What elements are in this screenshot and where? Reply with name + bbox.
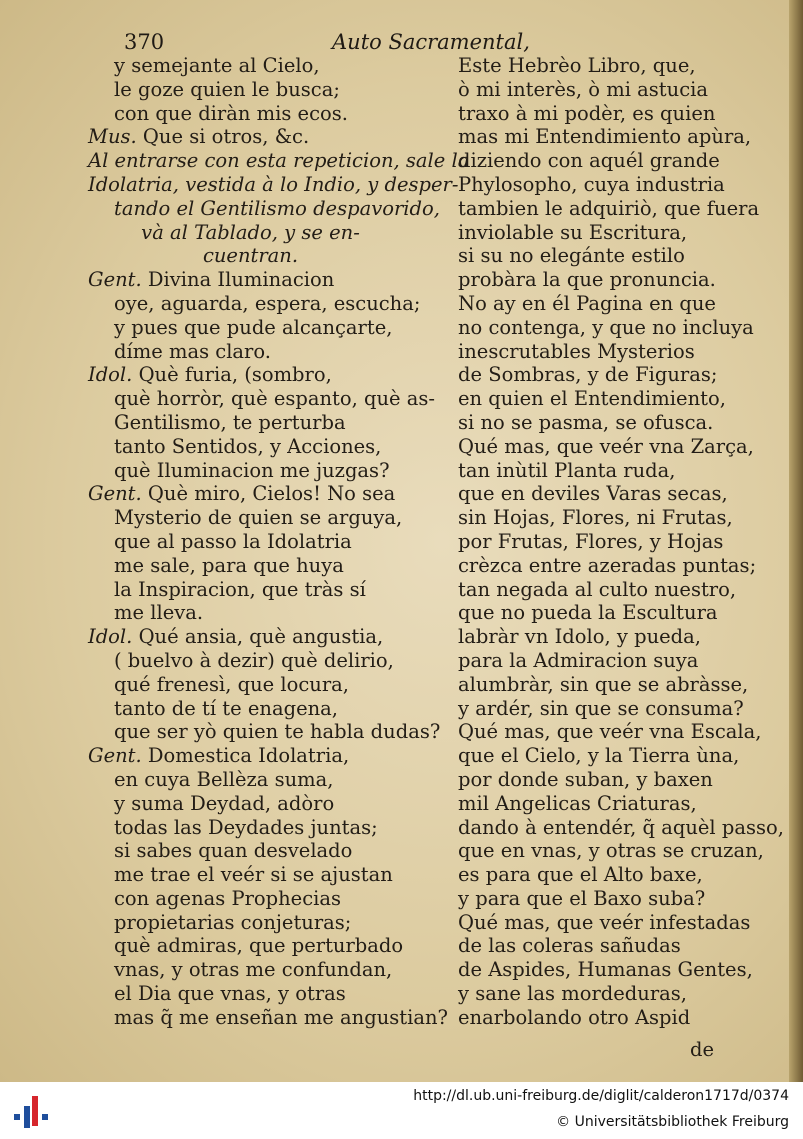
text-line bbox=[88, 744, 413, 768]
verse-text: con que diràn mis ecos. bbox=[114, 101, 348, 125]
verse-text: que al passo la Idolatria bbox=[114, 529, 352, 553]
speaker-label: Mus. bbox=[88, 125, 137, 149]
verse-text: qué frenesì, que locura, bbox=[114, 672, 349, 696]
page-number: 370 bbox=[124, 30, 165, 54]
verse-text: tando el Gentilismo despavorido, bbox=[114, 196, 440, 220]
verse-text: Al entrarse con esta repeticion, sale la bbox=[88, 149, 470, 173]
speaker-label: Gent. bbox=[88, 268, 142, 292]
verse-text: con agenas Prophecias bbox=[114, 886, 342, 910]
verse-text: la Inspiracion, que tràs sí bbox=[114, 577, 366, 601]
text-line: alumbràr, sin que se abràsse, bbox=[458, 672, 749, 696]
verse-text: cuentran. bbox=[202, 244, 299, 268]
verse-text: que ser yò quien te habla dudas? bbox=[114, 720, 441, 744]
text-line: y sane las mordeduras, bbox=[458, 982, 687, 1006]
text-line: por donde suban, y baxen bbox=[458, 767, 713, 791]
text-line: si no se pasma, se ofusca. bbox=[458, 410, 714, 434]
text-line bbox=[88, 54, 413, 78]
text-line: Este Hebrèo Libro, que, bbox=[458, 54, 696, 77]
speaker-label: Gent. bbox=[88, 744, 142, 768]
text-line: tan inùtil Planta ruda, bbox=[458, 458, 676, 482]
text-line bbox=[88, 720, 441, 744]
text-line: y ardér, sin que se consuma? bbox=[458, 696, 744, 720]
text-line: si su no elegánte estilo bbox=[458, 244, 685, 268]
speaker-label: Idol. bbox=[88, 363, 133, 387]
text-line bbox=[88, 673, 413, 697]
text-line bbox=[88, 863, 413, 887]
verse-text: le goze quien le busca; bbox=[114, 77, 340, 101]
verse-text: Què furia, (sombro, bbox=[132, 363, 332, 387]
text-line: que en deviles Varas secas, bbox=[458, 482, 728, 506]
text-line: que el Cielo, y la Tierra ùna, bbox=[458, 744, 740, 768]
text-line bbox=[88, 887, 413, 911]
text-line: enarbolando otro Aspid bbox=[458, 1005, 691, 1029]
text-line bbox=[88, 316, 413, 340]
verse-text: tanto de tí te enagena, bbox=[114, 696, 338, 720]
text-line: traxo à mi podèr, es quien bbox=[458, 101, 716, 125]
verse-text: Qué ansia, què angustia, bbox=[132, 625, 384, 649]
text-line: labràr vn Idolo, y pueda, bbox=[458, 625, 701, 649]
text-line: ò mi interès, ò mi astucia bbox=[458, 77, 708, 101]
text-line: mas mi Entendimiento apùra, bbox=[458, 125, 752, 149]
text-line: no contenga, y que no incluya bbox=[458, 315, 754, 339]
text-line: Phylosopho, cuya industria bbox=[458, 172, 725, 196]
text-line bbox=[88, 435, 413, 459]
verse-text: el Dia que vnas, y otras bbox=[114, 982, 346, 1006]
text-line: de Aspides, Humanas Gentes, bbox=[458, 958, 753, 982]
verse-text: Domestica Idolatria, bbox=[141, 744, 350, 768]
text-line bbox=[88, 792, 413, 816]
text-line bbox=[88, 221, 413, 245]
verse-text: y pues que pude alcançarte, bbox=[114, 315, 393, 339]
text-line: inescrutables Mysterios bbox=[458, 339, 695, 363]
text-line: y para que el Baxo suba? bbox=[458, 886, 706, 910]
text-line: tambien le adquiriò, que fuera bbox=[458, 196, 760, 220]
text-line: diziendo con aquél grande bbox=[458, 149, 720, 173]
text-line bbox=[88, 363, 413, 387]
text-line bbox=[88, 625, 413, 649]
verse-text: propietarias conjeturas; bbox=[114, 910, 352, 934]
verse-text: què Iluminacion me juzgas? bbox=[114, 458, 390, 482]
text-line bbox=[88, 601, 413, 625]
text-line: inviolable su Escritura, bbox=[458, 220, 688, 244]
verse-text: và al Tablado, y se en- bbox=[141, 220, 360, 244]
university-library-logo-icon bbox=[12, 1092, 52, 1132]
text-line bbox=[88, 172, 459, 197]
text-line bbox=[88, 411, 413, 435]
verse-text: Que si otros, &c. bbox=[136, 125, 310, 149]
text-line: Qué mas, que veér vna Escala, bbox=[458, 720, 762, 744]
verse-text: Divina Iluminacion bbox=[141, 268, 335, 292]
text-line bbox=[88, 149, 470, 173]
text-line: de las coleras sañudas bbox=[458, 934, 681, 958]
text-line bbox=[88, 982, 413, 1006]
text-line: de Sombras, y de Figuras; bbox=[458, 363, 718, 387]
verse-text: tanto Sentidos, y Acciones, bbox=[114, 434, 382, 458]
verse-text: en cuya Bellèza suma, bbox=[114, 767, 334, 791]
text-line bbox=[88, 459, 413, 483]
text-line: que no pueda la Escultura bbox=[458, 601, 718, 625]
text-line bbox=[88, 78, 413, 102]
text-line bbox=[88, 340, 413, 364]
verse-text: oye, aguarda, espera, escucha; bbox=[114, 291, 421, 315]
text-line: Qué mas, que veér infestadas bbox=[458, 910, 751, 934]
text-line bbox=[88, 958, 413, 982]
verse-text: y suma Deydad, adòro bbox=[114, 791, 335, 815]
text-line bbox=[88, 125, 413, 149]
text-line bbox=[88, 196, 440, 221]
verse-text: què horròr, què espanto, què as- bbox=[114, 387, 436, 411]
text-line: mil Angelicas Criaturas, bbox=[458, 791, 697, 815]
text-line: crèzca entre azeradas puntas; bbox=[458, 553, 757, 577]
text-line: No ay en él Pagina en que bbox=[458, 291, 716, 315]
text-line bbox=[88, 768, 413, 792]
verse-text: me lleva. bbox=[114, 601, 204, 625]
copyright-credit: © Universitätsbibliothek Freiburg bbox=[556, 1114, 789, 1130]
text-line bbox=[88, 911, 413, 935]
text-line: sin Hojas, Flores, ni Frutas, bbox=[458, 506, 733, 530]
text-line: que en vnas, y otras se cruzan, bbox=[458, 839, 764, 863]
verse-text: díme mas claro. bbox=[114, 339, 271, 363]
verse-text: me trae el veér si se ajustan bbox=[114, 863, 393, 887]
speaker-label: Gent. bbox=[88, 482, 142, 506]
text-line bbox=[88, 1005, 448, 1030]
text-line: dando à entendér, q̃ aquèl passo, bbox=[458, 815, 784, 839]
text-line: tan negada al culto nuestro, bbox=[458, 577, 737, 601]
text-line bbox=[88, 102, 413, 126]
text-line bbox=[88, 482, 413, 506]
verse-text: todas las Deydades juntas; bbox=[114, 815, 378, 839]
text-line: en quien el Entendimiento, bbox=[458, 387, 726, 411]
text-line bbox=[88, 697, 413, 721]
verse-text: y semejante al Cielo, bbox=[114, 54, 320, 77]
speaker-label: Idol. bbox=[88, 625, 133, 649]
catchword: de bbox=[690, 1038, 715, 1061]
text-line bbox=[88, 649, 413, 673]
text-line: para la Admiracion suya bbox=[458, 648, 699, 672]
text-line bbox=[88, 554, 413, 578]
text-line bbox=[88, 839, 413, 863]
text-line bbox=[88, 506, 413, 530]
library-footer bbox=[0, 1082, 803, 1139]
verse-text: me sale, para que huya bbox=[114, 553, 344, 577]
page-spine-shadow bbox=[789, 0, 803, 1082]
text-line bbox=[88, 268, 413, 292]
source-url-link[interactable]: http://dl.ub.uni-freiburg.de/diglit/calderon1717d/0374 bbox=[413, 1088, 789, 1104]
text-line: es para que el Alto baxe, bbox=[458, 863, 703, 887]
verse-text: Què miro, Cielos! No sea bbox=[141, 482, 396, 506]
text-line: Qué mas, que veér vna Zarça, bbox=[458, 434, 754, 458]
verse-text: Idolatria, vestida à lo Indio, y desper- bbox=[88, 172, 459, 196]
right-text-column bbox=[458, 54, 783, 1030]
text-line: probàra la que pronuncia. bbox=[458, 268, 716, 292]
text-line bbox=[88, 387, 436, 411]
verse-text: què admiras, que perturbado bbox=[114, 934, 404, 958]
verse-text: Mysterio de quien se arguya, bbox=[114, 506, 403, 530]
text-line: por Frutas, Flores, y Hojas bbox=[458, 529, 724, 553]
running-title: Auto Sacramental, bbox=[332, 30, 530, 54]
text-line bbox=[88, 578, 413, 602]
text-line bbox=[88, 291, 421, 316]
text-line bbox=[88, 244, 413, 268]
verse-text: Gentilismo, te perturba bbox=[114, 410, 346, 434]
text-line bbox=[88, 934, 413, 958]
verse-text: mas q̃ me enseñan me angustian? bbox=[114, 1005, 448, 1029]
text-line bbox=[88, 530, 413, 554]
verse-text: ( buelvo à dezir) què delirio, bbox=[114, 648, 394, 672]
verse-text: vnas, y otras me confundan, bbox=[114, 958, 393, 982]
text-line bbox=[88, 816, 413, 840]
left-text-column bbox=[88, 54, 470, 1030]
verse-text: si sabes quan desvelado bbox=[114, 839, 353, 863]
